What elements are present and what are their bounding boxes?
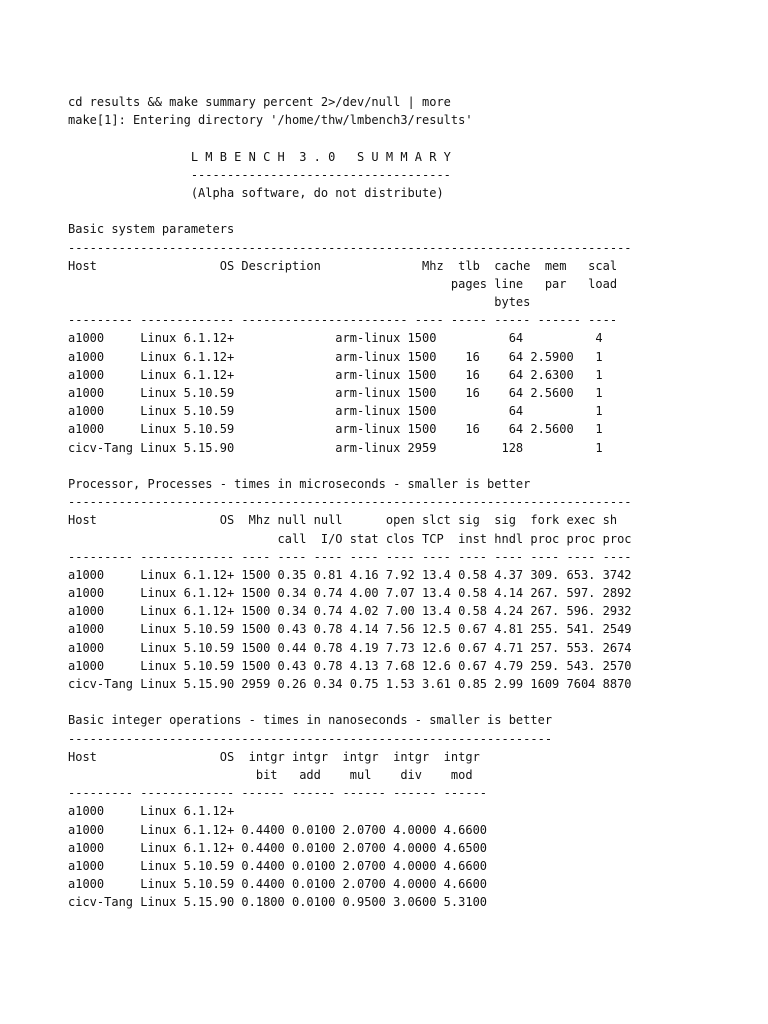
document-line: a1000 Linux 6.1.12+ 0.4400 0.0100 2.0700 4.0000 4.6600 (68, 822, 488, 837)
document-line: Host OS intgr intgr intgr intgr intgr (68, 749, 480, 764)
document-line: cicv-Tang Linux 5.15.90 0.1800 0.0100 0.9500 3.0600 5.3100 (68, 895, 488, 910)
document-line: L M B E N C H 3 . 0 S U M M A R Y (68, 149, 451, 164)
document-line: a1000 Linux 5.10.59 1500 0.43 0.78 4.13 7.68 12.6 0.67 4.79 259. 543. 2570 (68, 658, 632, 673)
document-line: a1000 Linux 5.10.59 0.4400 0.0100 2.0700 4.0000 4.6600 (68, 858, 488, 873)
document-line: bit add mul div mod (68, 767, 473, 782)
document-line: a1000 Linux 5.10.59 1500 0.44 0.78 4.19 7.73 12.6 0.67 4.71 257. 553. 2674 (68, 640, 632, 655)
document-line: (Alpha software, do not distribute) (68, 185, 444, 200)
document-line: a1000 Linux 6.1.12+ arm-linux 1500 16 64 2.6300 1 (68, 367, 603, 382)
document-line: a1000 Linux 6.1.12+ 0.4400 0.0100 2.0700 4.0000 4.6500 (68, 840, 488, 855)
document-line: pages line par load (68, 276, 618, 291)
document-line: --------- ------------- ----------------------- ---- ----- ----- ------ ---- (68, 313, 618, 328)
document-line (68, 457, 632, 475)
document-line: ------------------------------------------------------------------------------ (68, 495, 632, 510)
document-line: a1000 Linux 5.10.59 0.4400 0.0100 2.0700 4.0000 4.6600 (68, 877, 488, 892)
document-line (68, 693, 632, 711)
document-line: a1000 Linux 6.1.12+ arm-linux 1500 64 4 (68, 331, 603, 346)
document-line: --------- ------------- ---- ---- ---- ---- ---- ---- ---- ---- ---- ---- ---- (68, 549, 632, 564)
document-line: Host OS Mhz null null open slct sig sig fork exec sh (68, 513, 618, 528)
document-line (68, 129, 632, 147)
terminal-output (68, 93, 632, 911)
document-line: make[1]: Entering directory '/home/thw/lmbench3/results' (68, 113, 473, 128)
document-line: a1000 Linux 6.1.12+ (68, 804, 235, 819)
document-line: cd results && make summary percent 2>/dev/null | more (68, 95, 451, 109)
document-line: call I/O stat clos TCP inst hndl proc proc proc (68, 531, 632, 546)
document-line: --------- ------------- ------ ------ ------ ------ ------ (68, 786, 488, 801)
document-line: a1000 Linux 5.10.59 1500 0.43 0.78 4.14 7.56 12.5 0.67 4.81 255. 541. 2549 (68, 622, 632, 637)
document-line: a1000 Linux 6.1.12+ arm-linux 1500 16 64 2.5900 1 (68, 349, 603, 364)
document-line: a1000 Linux 6.1.12+ 1500 0.34 0.74 4.00 7.07 13.4 0.58 4.14 267. 597. 2892 (68, 586, 632, 601)
document-line: a1000 Linux 5.10.59 arm-linux 1500 16 64 2.5600 1 (68, 422, 603, 437)
document-line: Host OS Description Mhz tlb cache mem scal (68, 258, 618, 273)
document-line: Basic system parameters (68, 222, 235, 237)
document-line: a1000 Linux 6.1.12+ 1500 0.35 0.81 4.16 7.92 13.4 0.58 4.37 309. 653. 3742 (68, 567, 632, 582)
document-line: cicv-Tang Linux 5.15.90 arm-linux 2959 128 1 (68, 440, 603, 455)
document-line: Basic integer operations - times in nanoseconds - smaller is better (68, 713, 553, 728)
document-line: ------------------------------------ (68, 167, 451, 182)
document-line: a1000 Linux 5.10.59 arm-linux 1500 16 64 2.5600 1 (68, 386, 603, 400)
document-line: cicv-Tang Linux 5.15.90 2959 0.26 0.34 0.75 1.53 3.61 0.85 2.99 1609 7604 8870 (68, 677, 632, 691)
document-line: Processor, Processes - times in microseconds - smaller is better (68, 476, 531, 491)
document-line: ------------------------------------------------------------------------------ (68, 240, 632, 255)
document-line: bytes (68, 295, 531, 310)
document-line: a1000 Linux 5.10.59 arm-linux 1500 64 1 (68, 404, 603, 419)
document-line: a1000 Linux 6.1.12+ 1500 0.34 0.74 4.02 7.00 13.4 0.58 4.24 267. 596. 2932 (68, 604, 632, 619)
document-line (68, 202, 632, 220)
document-line: ------------------------------------------------------------------- (68, 731, 553, 746)
